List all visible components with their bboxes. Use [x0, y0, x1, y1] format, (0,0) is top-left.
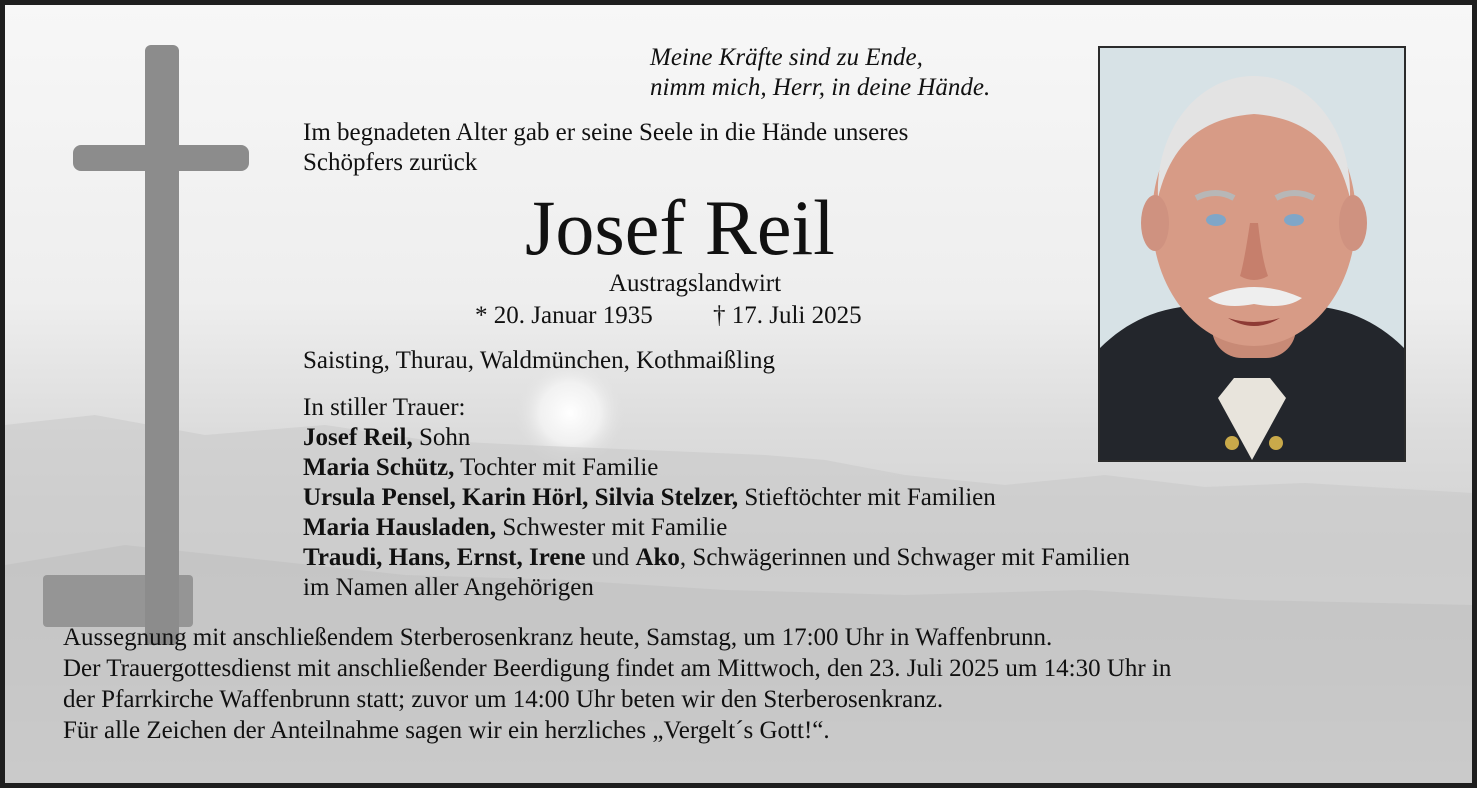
intro-line-2: Schöpfers zurück [303, 149, 478, 176]
mourners-list [303, 393, 1130, 603]
mourner-row [303, 423, 1130, 453]
intro-text [303, 118, 908, 178]
quote-line-1: Meine Kräfte sind zu Ende, [650, 44, 923, 71]
portrait-illustration [1100, 48, 1404, 460]
mourners-closing: im Namen aller Angehörigen [303, 574, 594, 601]
death-date: † 17. Juli 2025 [713, 302, 862, 329]
mourner-names: Maria Hausladen, [303, 514, 497, 541]
places: Saisting, Thurau, Waldmünchen, Kothmaißling [303, 347, 776, 374]
mourner-names: Maria Schütz, [303, 454, 455, 481]
intro-line-1: Im begnadeten Alter gab er seine Seele in die Hände unseres [303, 119, 909, 146]
deceased-occupation: Austragslandwirt [608, 270, 782, 297]
mourner-relation: Sohn [412, 424, 471, 451]
service-line-3: der Pfarrkirche Waffenbrunn statt; zuvor um 14:00 Uhr beten wir den Sterberosenkranz. [63, 686, 944, 713]
bible-quote [650, 43, 990, 103]
mourner-names: Traudi, Hans, Ernst, Irene [303, 544, 586, 571]
mourner-row [303, 513, 1130, 543]
mourner-names: Ako [635, 544, 680, 571]
birth-date: * 20. Januar 1935 [475, 302, 653, 329]
mourner-relation: Schwester mit Familie [496, 514, 728, 541]
mourner-relation: Tochter mit Familie [454, 454, 659, 481]
mourner-row [303, 453, 1130, 483]
deceased-name: Josef Reil [525, 184, 835, 271]
life-dates [475, 301, 862, 331]
mourners-heading: In stiller Trauer: [303, 394, 466, 421]
mourner-names: Ursula Pensel, Karin Hörl, Silvia Stelzer, [303, 484, 739, 511]
thanks-line: Für alle Zeichen der Anteilnahme sagen wir ein herzliches „Vergelt´s Gott!“. [63, 717, 830, 744]
quote-line-2: nimm mich, Herr, in deine Hände. [650, 74, 991, 101]
service-details [63, 622, 1171, 746]
service-line-1: Aussegnung mit anschließendem Sterberosenkranz heute, Samstag, um 17:00 Uhr in Waffenbrunn. [63, 624, 1053, 651]
mourner-names: Josef Reil, [303, 424, 413, 451]
mourner-row [303, 543, 1130, 573]
portrait-photo [1098, 46, 1406, 462]
mourner-row [303, 483, 1130, 513]
mourner-relation: Stieftöchter mit Familien [738, 484, 996, 511]
service-line-2: Der Trauergottesdienst mit anschließender Beerdigung findet am Mittwoch, den 23. Juli 2025 um 14:30 Uhr in [63, 655, 1172, 682]
mourner-relation: , Schwägerinnen und Schwager mit Familien [679, 544, 1130, 571]
mourner-connector: und [585, 544, 636, 571]
